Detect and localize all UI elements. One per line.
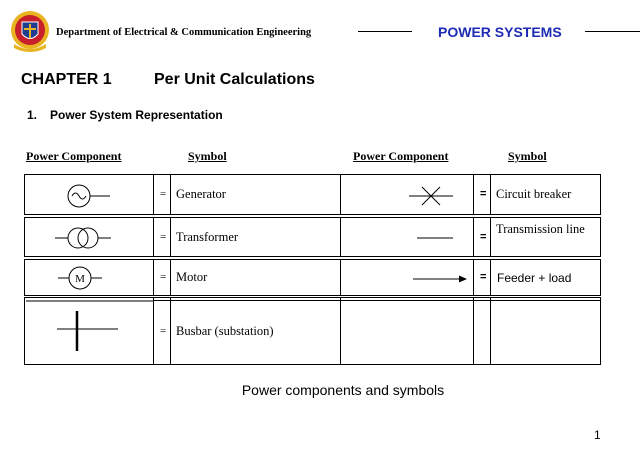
motor-symbol-icon xyxy=(25,260,155,297)
name-cell xyxy=(153,297,341,365)
name-cell xyxy=(473,217,601,257)
transformer-symbol-icon xyxy=(25,218,155,258)
subject-title: POWER SYSTEMS xyxy=(438,24,562,40)
component-name: Feeder + load xyxy=(497,271,572,285)
header-rule-right xyxy=(585,31,640,32)
table-row xyxy=(24,297,601,365)
component-name: Circuit breaker xyxy=(496,187,572,201)
equals-sign: = xyxy=(480,231,487,243)
transmission-line-symbol-icon xyxy=(341,218,475,258)
table-row xyxy=(24,174,601,215)
symbol-cell xyxy=(340,259,474,296)
component-name: Busbar (substation) xyxy=(176,324,274,338)
table-row xyxy=(24,259,601,296)
page-number: 1 xyxy=(594,428,601,442)
symbol-cell xyxy=(340,174,474,215)
component-name: Motor xyxy=(176,270,208,284)
figure-caption: Power components and symbols xyxy=(241,382,445,398)
name-cell xyxy=(473,259,601,296)
symbol-cell xyxy=(24,174,154,215)
component-table xyxy=(24,174,601,365)
equals-sign: = xyxy=(480,188,487,200)
name-cell xyxy=(153,259,341,296)
equals-sign: = xyxy=(160,325,167,337)
equals-sign: = xyxy=(480,271,487,283)
university-crest-logo xyxy=(10,10,50,54)
symbol-cell xyxy=(24,217,154,257)
component-name: Transmission line xyxy=(496,222,585,236)
component-name: Transformer xyxy=(176,230,239,244)
generator-symbol-icon xyxy=(25,175,155,216)
column-header-power-component-left: Power Component xyxy=(26,149,122,163)
section-title: Power System Representation xyxy=(50,108,223,122)
column-header-power-component-right: Power Component xyxy=(353,149,449,163)
symbol-cell xyxy=(24,297,154,365)
busbar-symbol-icon xyxy=(25,298,155,366)
header-rule-left xyxy=(358,31,412,32)
symbol-cell xyxy=(24,259,154,296)
department-name: Department of Electrical & Communication Engineering xyxy=(56,27,312,38)
column-header-symbol-left: Symbol xyxy=(188,149,227,163)
component-name: Generator xyxy=(176,187,226,201)
symbol-cell-empty xyxy=(340,297,474,365)
feeder-load-arrow-icon xyxy=(341,260,475,297)
equals-sign: = xyxy=(160,188,167,200)
motor-symbol-letter: M xyxy=(75,273,85,285)
equals-sign: = xyxy=(160,271,167,283)
name-cell xyxy=(473,174,601,215)
name-cell-empty xyxy=(473,297,601,365)
equals-sign: = xyxy=(160,231,167,243)
name-cell xyxy=(153,174,341,215)
symbol-cell xyxy=(340,217,474,257)
name-cell xyxy=(153,217,341,257)
column-header-symbol-right: Symbol xyxy=(508,149,547,163)
table-row xyxy=(24,217,601,257)
chapter-label: CHAPTER 1 xyxy=(21,71,112,88)
chapter-title: Per Unit Calculations xyxy=(154,71,315,88)
section-number: 1. xyxy=(27,108,38,122)
circuit-breaker-symbol-icon xyxy=(341,175,475,216)
